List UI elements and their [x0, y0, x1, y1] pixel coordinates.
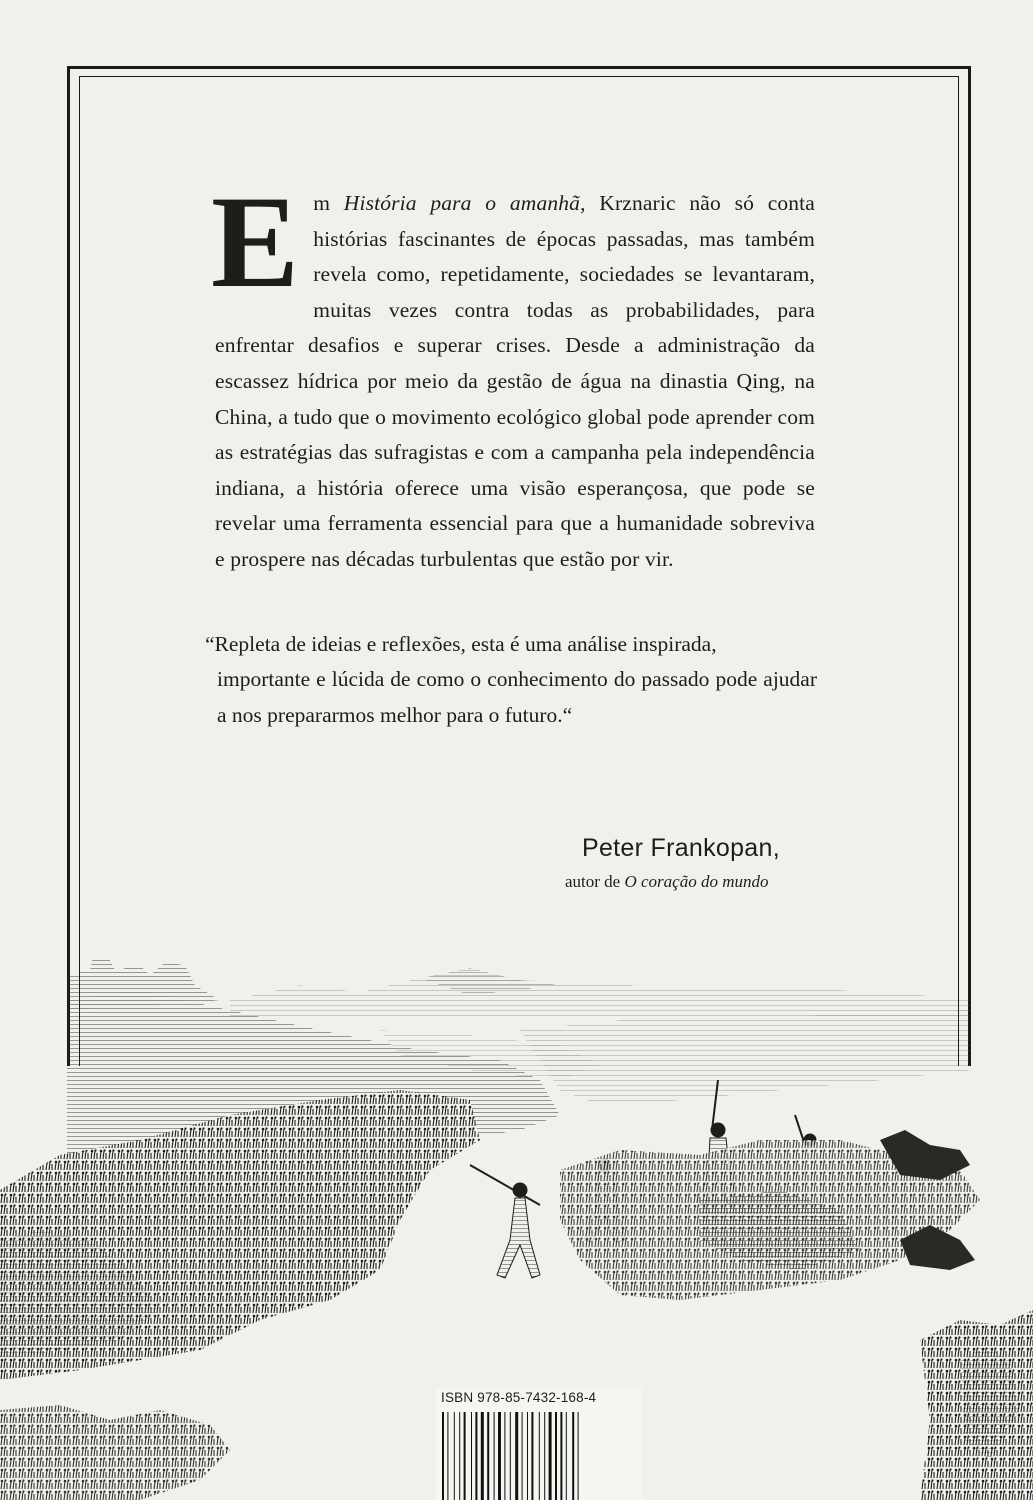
- barcode-bar: [539, 1412, 540, 1500]
- drop-cap: E: [211, 168, 300, 315]
- barcode-bar: [566, 1412, 567, 1500]
- barcode-bar: [504, 1412, 505, 1500]
- description-paragraph: Em História para o amanhã, Krznaric não só conta histórias fascinantes de épocas passadas, mas também revela como, repetidamente, sociedades se levantaram, muitas vezes contra todas as probabilidades, para enfrentar desafios e superar crises. Desde a administração da escassez hídrica por meio da gestão de água na dinastia Qing, na China, a tudo que o movimento ecológico global pode aprender com as estratégias das sufragistas e com a campanha pela independência indiana, a história oferece uma visão esperançosa, que pode se revelar uma ferramenta essencial para que a humanidade sobreviva e prospere nas décadas turbulentas que estão por vir.: [211, 168, 815, 571]
- barcode-bar: [481, 1412, 484, 1500]
- review-quote: “Repleta de ideias e reflexões, esta é uma análise inspirada, importante e lúcida de como o conhecimento do passado pode ajudar a nos prepararmos melhor para o futuro.“: [205, 631, 817, 727]
- barcode-bar: [510, 1412, 511, 1500]
- back-cover-text: [205, 168, 817, 733]
- barcode-bar: [544, 1412, 545, 1500]
- author-credit: autor de O coração do mundo: [565, 872, 769, 891]
- isbn-number: ISBN 978-85-7432-168-4: [441, 1390, 597, 1405]
- barcode-bar: [578, 1412, 579, 1500]
- barcode-bar: [560, 1412, 562, 1500]
- barcode-bar: [442, 1412, 444, 1500]
- quote-author: Peter Frankopan,: [582, 834, 780, 862]
- barcode-bar: [487, 1412, 489, 1500]
- barcode-bar: [464, 1412, 466, 1500]
- barcode-bar: [459, 1412, 460, 1500]
- barcode-bar: [494, 1412, 495, 1500]
- book-title: História para o amanhã: [343, 191, 581, 215]
- barcode-bar: [531, 1412, 533, 1500]
- barcode-bar: [515, 1412, 518, 1500]
- barcode-bar: [555, 1412, 557, 1500]
- barcode-bar: [471, 1412, 472, 1500]
- barcode-bar: [527, 1412, 528, 1500]
- barcode-bar: [447, 1412, 448, 1500]
- barcode-bar: [522, 1412, 523, 1500]
- barcode-bar: [549, 1412, 552, 1500]
- barcode: [441, 1412, 637, 1500]
- barcode-bar: [572, 1412, 574, 1500]
- barcode-bar: [475, 1412, 477, 1500]
- barcode-bar: [498, 1412, 501, 1500]
- barcode-bar: [454, 1412, 455, 1500]
